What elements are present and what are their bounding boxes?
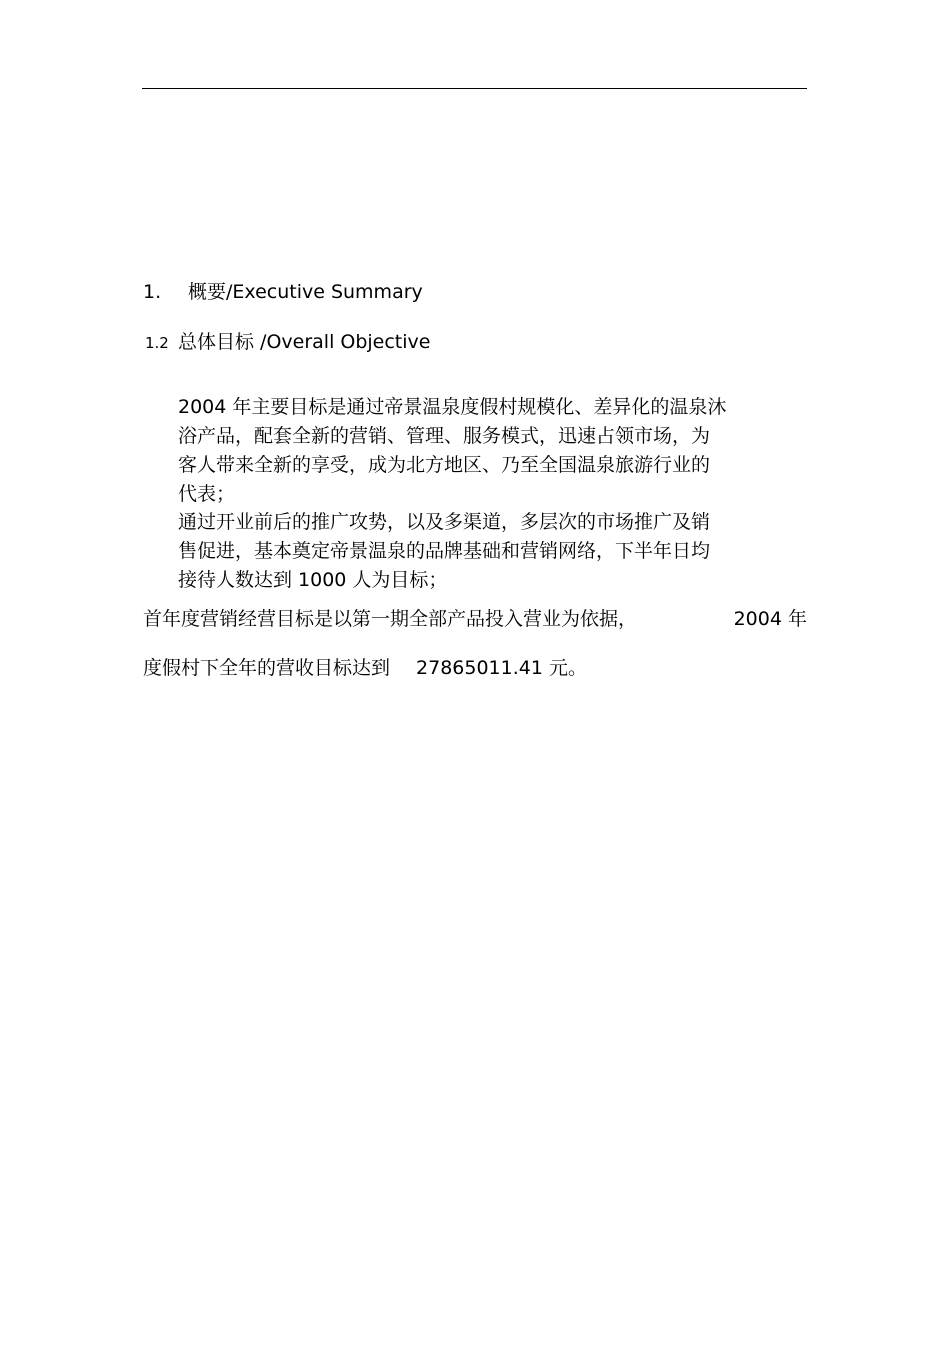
paragraph-line: 接待人数达到 1000 人为目标；	[178, 569, 448, 591]
paragraph-line: 售促进，基本奠定帝景温泉的品牌基础和营销网络，下半年日均	[178, 540, 711, 562]
paragraph-line: 2004 年主要目标是通过帝景温泉度假村规模化、差异化的温泉沐	[178, 396, 727, 418]
section-heading	[143, 283, 423, 302]
paragraph-objective-promotion	[178, 508, 778, 595]
subsection-title: 总体目标 /Overall Objective	[178, 331, 431, 353]
section-title: 概要/Executive Summary	[188, 281, 423, 303]
paragraph-line: 代表；	[178, 483, 236, 505]
paragraph-revenue-target	[143, 654, 587, 683]
paragraph-line: 浴产品，配套全新的营销、管理、服务模式，迅速占领市场，为	[178, 425, 711, 447]
paragraph-line: 客人带来全新的享受，成为北方地区、乃至全国温泉旅游行业的	[178, 454, 711, 476]
paragraph-text: 度假村下全年的营收目标达到	[143, 657, 391, 679]
paragraph-year: 2004 年	[733, 608, 807, 630]
paragraph-text: 首年度营销经营目标是以第一期全部产品投入营业为依据，	[143, 608, 638, 630]
subsection-number: 1.2	[145, 334, 169, 352]
header-rule	[142, 88, 807, 89]
paragraph-line: 通过开业前后的推广攻势，以及多渠道，多层次的市场推广及销	[178, 511, 711, 533]
revenue-amount: 27865011.41 元。	[416, 657, 587, 679]
paragraph-objective-main	[178, 393, 778, 509]
section-number: 1.	[143, 281, 162, 303]
paragraph-revenue-basis	[143, 605, 807, 634]
subsection-heading	[145, 333, 430, 352]
